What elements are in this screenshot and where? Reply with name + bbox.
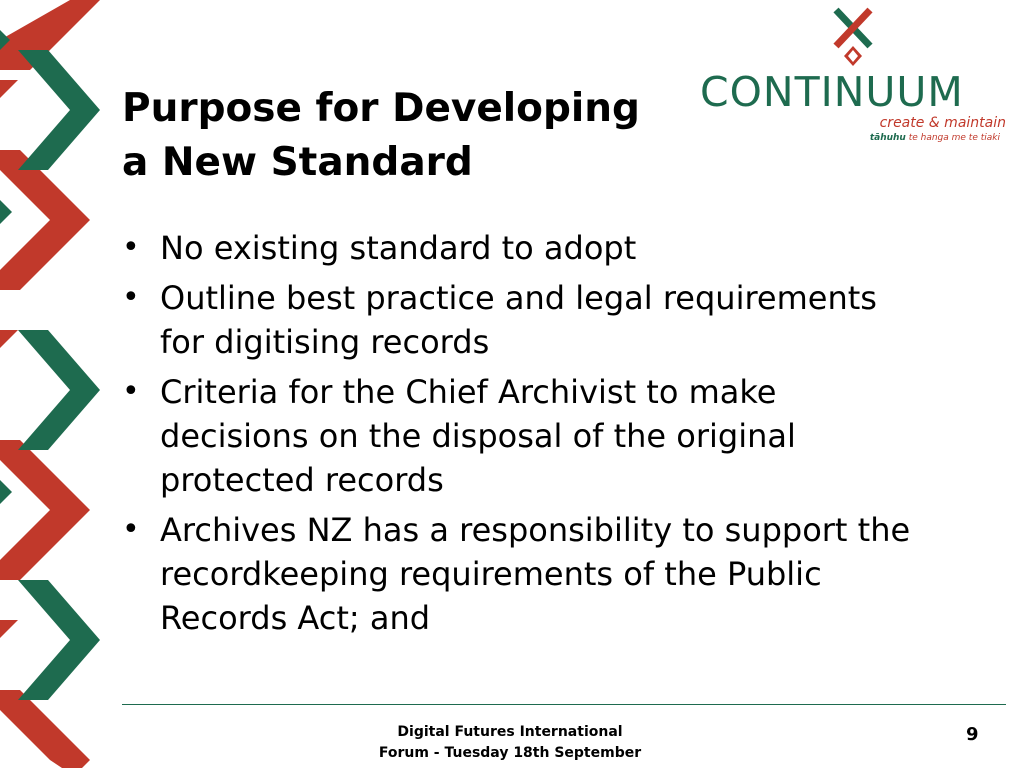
page-number: 9 — [966, 724, 979, 745]
logo-subtitle-bold: tāhuhu — [869, 133, 906, 143]
footer-line-1: Digital Futures International — [397, 724, 623, 740]
bullet-marker: • — [122, 374, 140, 409]
logo-wordmark: CONTINUUM — [700, 68, 964, 116]
logo-cross-mark-icon — [830, 6, 876, 66]
bullet-item — [118, 508, 998, 640]
continuum-logo — [700, 6, 1012, 146]
bullet-line: No existing standard to adopt — [160, 229, 637, 267]
bullet-line: protected records — [160, 461, 444, 499]
bullet-line: Outline best practice and legal requirements — [160, 279, 877, 317]
bullet-marker: • — [122, 512, 140, 547]
bullet-item — [118, 370, 998, 502]
bullet-marker: • — [122, 280, 140, 315]
bullet-line: decisions on the disposal of the original — [160, 417, 796, 455]
footer-text — [340, 722, 680, 764]
bullet-line: Records Act; and — [160, 599, 431, 637]
decorative-border-pattern — [0, 0, 120, 768]
logo-subtitle-rest: te hanga me te tiaki — [908, 133, 1000, 143]
footer-divider — [122, 704, 1006, 705]
slide-title — [122, 82, 682, 190]
bullet-line: Criteria for the Chief Archivist to make — [160, 373, 777, 411]
bullet-marker: • — [122, 230, 140, 265]
bullet-line: for digitising records — [160, 323, 490, 361]
bullet-list — [118, 226, 998, 646]
footer-line-2: Forum - Tuesday 18th September — [378, 745, 642, 761]
bullet-item — [118, 276, 998, 364]
slide-title-line-1: Purpose for Developing — [122, 86, 640, 131]
bullet-item — [118, 226, 998, 270]
logo-tagline: create & maintain — [879, 115, 1006, 131]
logo-subtitle — [870, 134, 1000, 143]
slide-title-line-2: a New Standard — [122, 140, 473, 185]
bullet-line: Archives NZ has a responsibility to support the — [160, 511, 911, 549]
bullet-line: recordkeeping requirements of the Public — [160, 555, 822, 593]
